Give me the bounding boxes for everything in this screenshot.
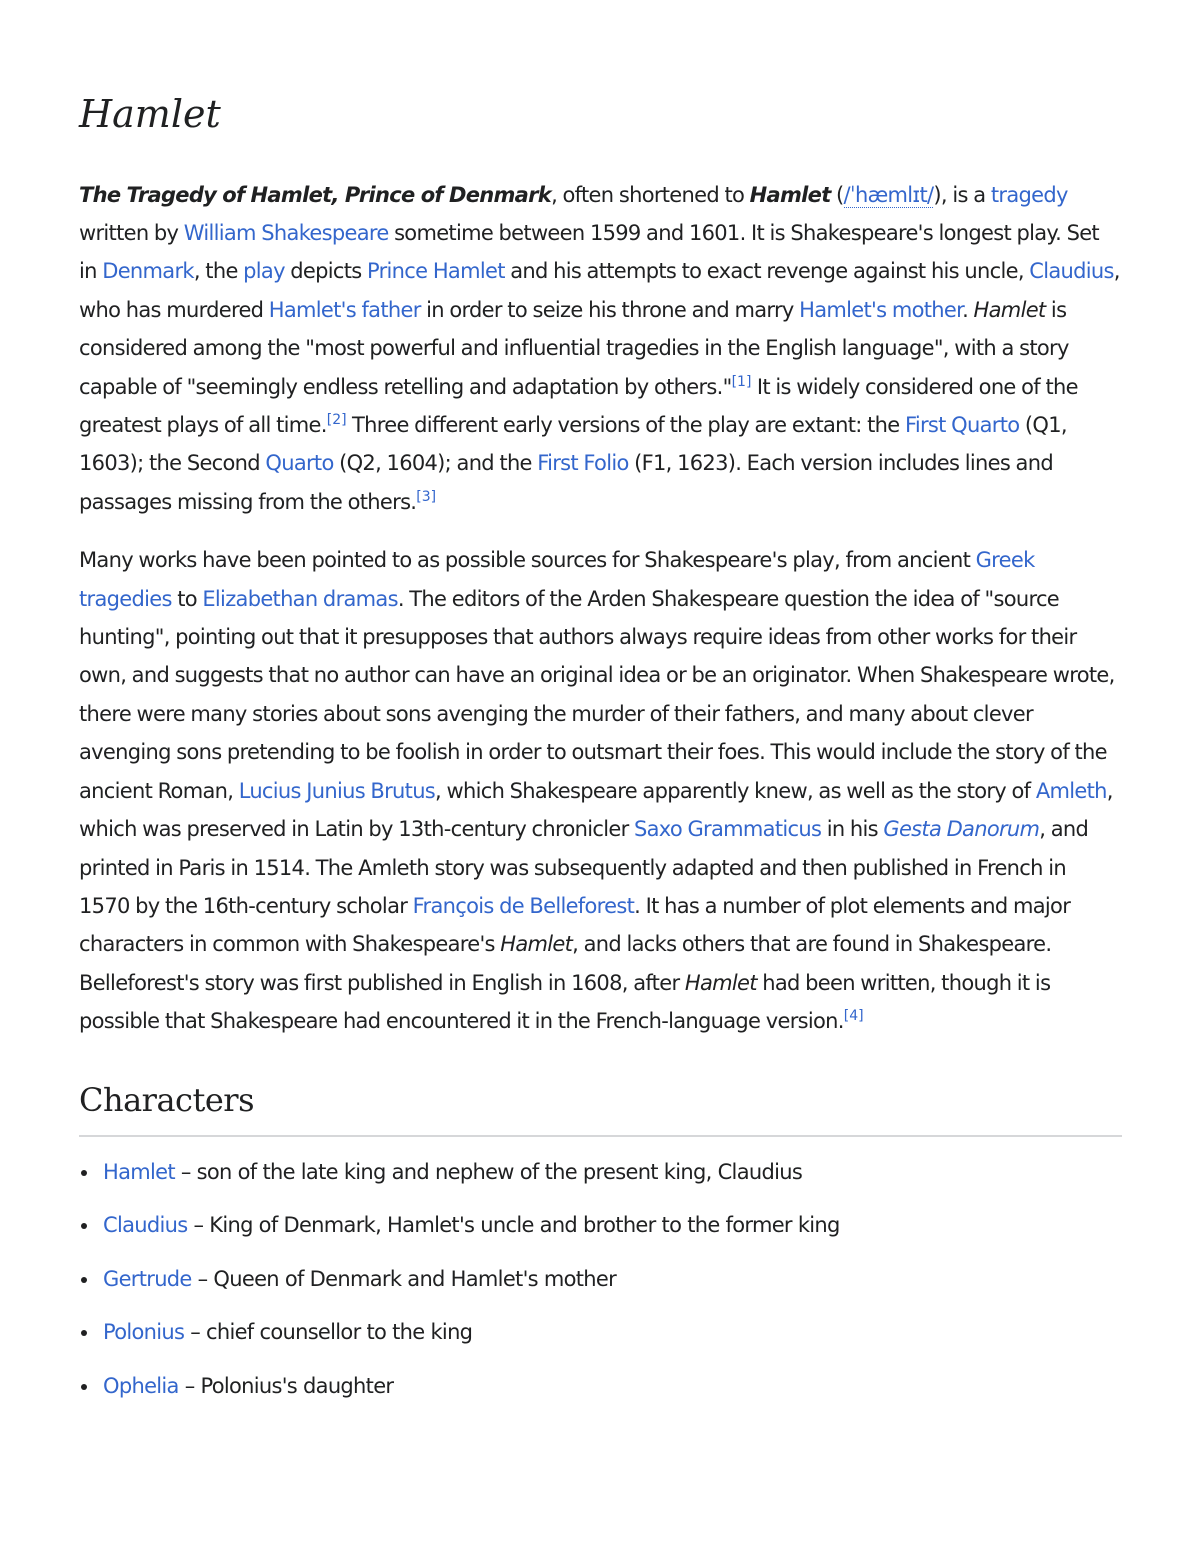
text-run: , who has murdered bbox=[79, 259, 1120, 322]
hamlet-italic: Hamlet bbox=[684, 970, 757, 995]
character-description: – King of Denmark, Hamlet's uncle and brother to the former king bbox=[187, 1213, 840, 1238]
text-run: sometime between 1599 and 1601. It is Shakespeare's longest play. Set in bbox=[79, 221, 1099, 284]
reference-1[interactable]: [1] bbox=[731, 373, 752, 390]
text-run: had been written, though it is possible that Shakespeare had encountered it in the French-language version. bbox=[79, 970, 1051, 1034]
short-title: Hamlet bbox=[749, 182, 831, 207]
text-run: . The editors of the Arden Shakespeare question the idea of "source hunting", pointing out that it presupposes that authors always require ideas from other works for their own, and suggests that no author can have an original idea or be an originator. When Shakespeare wrote, there were many stories about sons avenging the murder of their fathers, and many about clever avenging sons pretending to be foolish in order to outsmart their foes. This would include the story of the ancient Roman, bbox=[79, 586, 1115, 803]
full-title: The Tragedy of Hamlet, Prince of Denmark bbox=[79, 182, 552, 207]
hamlet-italic: Hamlet bbox=[500, 932, 573, 957]
link-prince-hamlet[interactable]: Prince Hamlet bbox=[367, 259, 505, 284]
pronunciation-link[interactable]: /ˈhæmlɪt/ bbox=[843, 182, 934, 207]
link-elizabethan-dramas[interactable]: Elizabethan dramas bbox=[202, 586, 398, 611]
character-link-hamlet[interactable]: Hamlet bbox=[103, 1159, 175, 1184]
list-item bbox=[79, 1315, 1122, 1349]
text-run: ), is a bbox=[933, 182, 991, 207]
text-run: . It has a number of plot elements and major characters in common with Shakespeare's bbox=[79, 893, 1071, 957]
list-item bbox=[79, 1208, 1122, 1242]
link-hamlets-mother[interactable]: Hamlet's mother bbox=[799, 297, 963, 322]
text-run: and his attempts to exact revenge against his uncle, bbox=[504, 259, 1030, 284]
character-description: – Polonius's daughter bbox=[178, 1373, 394, 1398]
text-run: depicts bbox=[284, 259, 368, 284]
article bbox=[79, 80, 1122, 1422]
text-run: in order to seize his throne and marry bbox=[420, 297, 800, 322]
text-run: Many works have been pointed to as possible sources for Shakespeare's play, from ancient bbox=[79, 548, 976, 573]
link-claudius[interactable]: Claudius bbox=[1029, 259, 1114, 284]
text-run: , often shortened to bbox=[551, 182, 750, 207]
character-description: – son of the late king and nephew of the present king, Claudius bbox=[174, 1159, 803, 1184]
link-saxo-grammaticus[interactable]: Saxo Grammaticus bbox=[633, 817, 822, 842]
character-link-ophelia[interactable]: Ophelia bbox=[103, 1373, 179, 1398]
text-run: (F1, 1623). Each version includes lines and passages missing from the others. bbox=[79, 451, 1053, 514]
text-run: . bbox=[962, 297, 974, 322]
sources-paragraph bbox=[79, 541, 1122, 1040]
character-description: – chief counsellor to the king bbox=[184, 1320, 473, 1345]
list-item bbox=[79, 1369, 1122, 1403]
link-lucius-junius-brutus[interactable]: Lucius Junius Brutus bbox=[238, 778, 436, 803]
link-quarto[interactable]: Quarto bbox=[265, 451, 334, 476]
text-run: , which was preserved in Latin by 13th-century chronicler bbox=[79, 778, 1113, 842]
character-link-polonius[interactable]: Polonius bbox=[103, 1320, 185, 1345]
character-link-gertrude[interactable]: Gertrude bbox=[103, 1266, 192, 1291]
link-william-shakespeare[interactable]: William Shakespeare bbox=[183, 221, 389, 245]
link-greek-tragedies[interactable]: Greek tragedies bbox=[79, 548, 1035, 611]
text-run: , the bbox=[193, 259, 244, 284]
text-run: Three different early versions of the play are extant: the bbox=[346, 413, 905, 438]
text-run: written by bbox=[79, 221, 184, 245]
text-run: It is widely considered one of the greatest plays of all time. bbox=[79, 374, 1078, 438]
reference-2[interactable]: [2] bbox=[326, 412, 347, 429]
section-heading-characters: Characters bbox=[79, 1081, 1122, 1137]
text-run: (Q2, 1604); and the bbox=[333, 451, 538, 476]
link-first-folio[interactable]: First Folio bbox=[537, 451, 629, 476]
bullet-icon bbox=[81, 1277, 87, 1283]
link-play[interactable]: play bbox=[243, 259, 285, 284]
text-run: to bbox=[171, 586, 203, 611]
list-item bbox=[79, 1155, 1122, 1189]
reference-4[interactable]: [4] bbox=[843, 1008, 864, 1025]
text-run: is considered among the "most powerful and influential tragedies in the English language", with a story capable of "seemingly endless retelling and adaptation by others." bbox=[79, 297, 1069, 399]
link-hamlets-father[interactable]: Hamlet's father bbox=[268, 297, 421, 322]
list-item bbox=[79, 1262, 1122, 1296]
text-run: (Q1, 1603); the Second bbox=[79, 413, 1067, 476]
text-run: , and printed in Paris in 1514. The Amleth story was subsequently adapted and then published in French in 1570 by the 16th-century scholar bbox=[79, 817, 1089, 918]
bullet-icon bbox=[81, 1330, 87, 1336]
page-title: Hamlet bbox=[79, 92, 221, 136]
reference-3[interactable]: [3] bbox=[416, 488, 437, 505]
link-gesta-danorum[interactable]: Gesta Danorum bbox=[883, 817, 1040, 842]
bullet-icon bbox=[81, 1223, 87, 1229]
bullet-icon bbox=[81, 1384, 87, 1390]
characters-list bbox=[79, 1155, 1122, 1403]
hamlet-italic: Hamlet bbox=[973, 297, 1046, 322]
link-first-quarto[interactable]: First Quarto bbox=[905, 413, 1020, 438]
text-run: , which Shakespeare apparently knew, as well as the story of bbox=[435, 778, 1036, 803]
character-description: – Queen of Denmark and Hamlet's mother bbox=[191, 1266, 617, 1291]
intro-paragraph bbox=[79, 176, 1122, 522]
bullet-icon bbox=[81, 1170, 87, 1176]
text-run: , and lacks others that are found in Shakespeare. Belleforest's story was first published in English in 1608, after bbox=[79, 932, 1052, 995]
character-link-claudius[interactable]: Claudius bbox=[103, 1213, 188, 1238]
text-run: in his bbox=[821, 817, 884, 842]
link-tragedy[interactable]: tragedy bbox=[990, 182, 1068, 207]
link-amleth[interactable]: Amleth bbox=[1035, 778, 1107, 803]
link-francois-de-belleforest[interactable]: François de Belleforest bbox=[412, 893, 635, 918]
text-run: ( bbox=[830, 182, 844, 207]
link-denmark[interactable]: Denmark bbox=[102, 259, 194, 284]
